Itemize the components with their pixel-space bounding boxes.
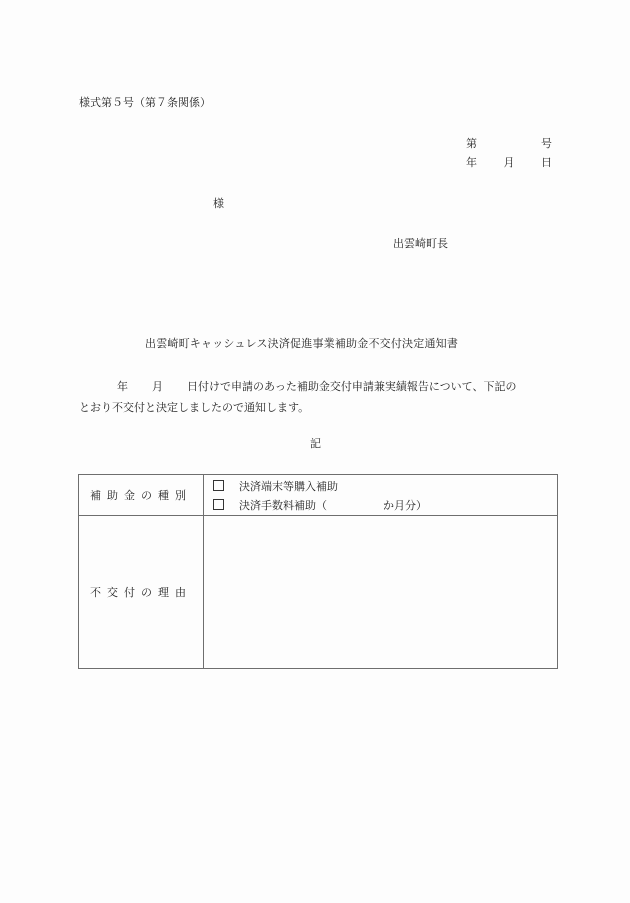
reason-value[interactable] bbox=[204, 516, 558, 669]
option-fee-subsidy-label: 決済手数料補助（ bbox=[239, 498, 327, 512]
table-row-subsidy-type bbox=[79, 475, 558, 516]
notification-table bbox=[78, 474, 558, 669]
table-row-reason bbox=[79, 516, 558, 669]
ki-heading: 記 bbox=[310, 437, 321, 450]
body-line1-rest: 日付けで申請のあった補助金交付申請兼実績報告について、下記の bbox=[187, 380, 517, 393]
addressee-honorific: 様 bbox=[213, 197, 224, 210]
date-month: 月 bbox=[503, 156, 515, 169]
document-title: 出雲崎町キャッシュレス決済促進事業補助金不交付決定通知書 bbox=[145, 337, 459, 350]
option-terminal-purchase[interactable] bbox=[204, 476, 557, 495]
subsidy-type-options bbox=[204, 475, 558, 516]
date-line bbox=[466, 156, 552, 170]
doc-number-suffix: 号 bbox=[541, 137, 552, 150]
body-year: 年 bbox=[117, 380, 128, 393]
body-text bbox=[79, 376, 559, 418]
date-year: 年 bbox=[466, 156, 477, 169]
subsidy-type-label: 補助金の種別 bbox=[79, 475, 204, 516]
document-number-line bbox=[466, 137, 552, 151]
date-day: 日 bbox=[541, 156, 552, 169]
doc-number-prefix: 第 bbox=[466, 137, 477, 150]
option-fee-subsidy-suffix: か月分） bbox=[383, 498, 427, 512]
option-fee-subsidy[interactable] bbox=[204, 495, 557, 514]
sender-name: 出雲崎町長 bbox=[393, 237, 448, 250]
body-line-1 bbox=[79, 376, 559, 397]
checkbox-icon[interactable] bbox=[213, 499, 224, 510]
option-terminal-purchase-label: 決済端末等購入補助 bbox=[239, 479, 338, 493]
body-month: 月 bbox=[152, 380, 163, 393]
reason-label: 不交付の理由 bbox=[79, 516, 204, 669]
form-number: 様式第５号（第７条関係） bbox=[79, 96, 211, 109]
body-line-2: とおり不交付と決定しましたので通知します。 bbox=[79, 401, 310, 414]
checkbox-icon[interactable] bbox=[213, 480, 224, 491]
